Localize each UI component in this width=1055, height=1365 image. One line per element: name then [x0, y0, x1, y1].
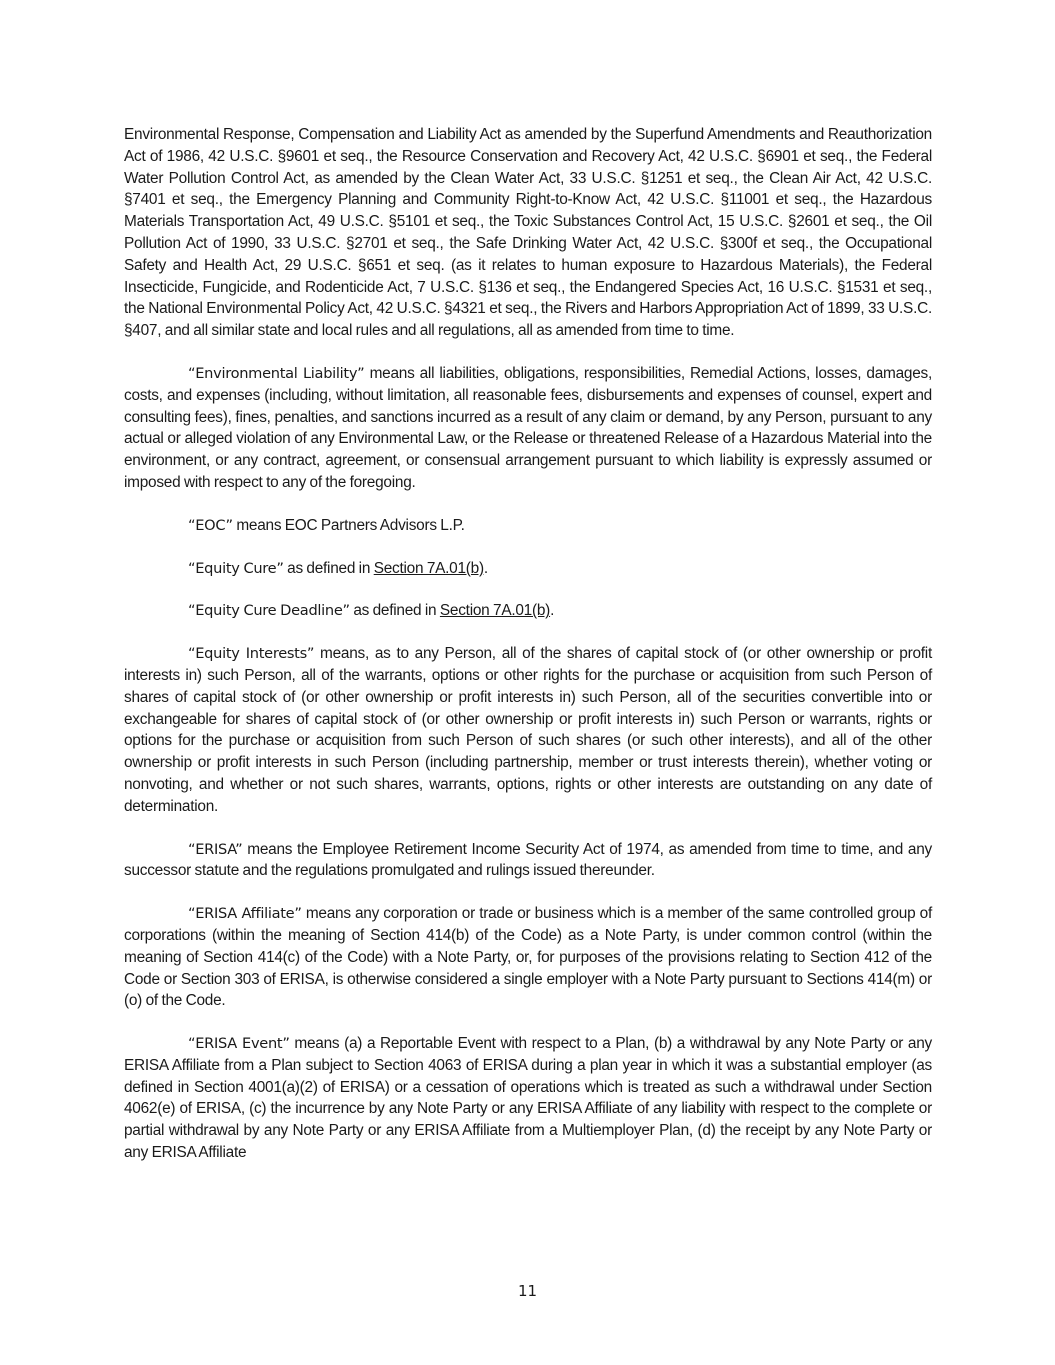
definition-text: means the Employee Retirement Income Security Act of 1974, as amended from time to time, and any successor statute and the regulations promulgated and rulings issued thereunder.: [124, 840, 932, 880]
defined-term: “Equity Cure”: [188, 559, 284, 577]
definition-text: means any corporation or trade or business which is a member of the same controlled group of corporations (within the meaning of Section 414(b) of the Code) as a Note Party, is under common control (within the meaning of Section 414(c) of the Code) with a Note Party, or, for purposes of the provisions relating to Section 412 of the Code or Section 303 of ERISA, is otherwise considered a single employer with a Note Party pursuant to Sections 414(m) or (o) of the Code.: [124, 905, 932, 1010]
definition-text: as defined in: [283, 559, 374, 577]
section-reference: Section 7A.01(b): [439, 602, 551, 620]
section-reference: Section 7A.01(b): [373, 559, 484, 577]
definition-eoc: [124, 515, 932, 537]
definition-equity-interests: [124, 643, 932, 817]
definition-text: means all liabilities, obligations, responsibilities, Remedial Actions, losses, damages, costs, and expenses (including, without limitation, all reasonable fees, disbursements and expenses of counsel, expert and consulting fees), fines, penalties, and sanctions incurred as a result of any claim or demand, by any Person, pursuant to any actual or alleged violation of any Environmental Law, or the Release or threatened Release of a Hazardous Material into the environment, or any contract, agreement, or consensual arrangement pursuant to which liability is expressly assumed or imposed with respect to any of the foregoing.: [124, 364, 933, 491]
definition-environmental-liability: [124, 363, 932, 494]
definition-equity-cure-deadline: [124, 600, 932, 622]
defined-term: “Environmental Liability”: [188, 364, 365, 382]
paragraph-text: Environmental Response, Compensation and Liability Act as amended by the Superfund Amendments and Reauthorization Act of 1986, 42 U.S.C. §9601 et seq., the Resource Conservation and Recovery Act, 42 U.S.C. §6901 et seq., the Federal Water Pollution Control Act, as amended by the Clean Water Act, 33 U.S.C. §1251 et seq., the Clean Air Act, 42 U.S.C. §7401 et seq., the Emergency Planning and Community Right-to-Know Act, 42 U.S.C. §11001 et seq., the Hazardous Materials Transportation Act, 49 U.S.C. §5101 et seq., the Toxic Substances Control Act, 15 U.S.C. §2601 et seq., the Oil Pollution Act of 1990, 33 U.S.C. §2701 et seq., the Safe Drinking Water Act, 42 U.S.C. §300f et seq., the Occupational Safety and Health Act, 29 U.S.C. §651 et seq. (as it relates to human exposure to Hazardous Materials), the Federal Insecticide, Fungicide, and Rodenticide Act, 7 U.S.C. §136 et seq., the Endangered Species Act, 16 U.S.C. §1531 et seq., the National Environmental Policy Act, 42 U.S.C. §4321 et seq., the Rivers and Harbors Appropriation Act of 1899, 33 U.S.C. §407, and all similar state and local rules and all regulations, all as amended from time to time.: [124, 126, 932, 340]
page-number: 11: [517, 1282, 538, 1300]
definition-tail: .: [550, 602, 555, 620]
definition-text: as defined in: [349, 602, 440, 620]
defined-term: “EOC”: [188, 516, 233, 534]
defined-term: “Equity Cure Deadline”: [188, 602, 350, 620]
paragraph-environmental-laws-continued: [124, 124, 932, 342]
document-page: [124, 124, 932, 1185]
definition-tail: .: [483, 559, 488, 577]
defined-term: “ERISA Event”: [188, 1035, 290, 1053]
definition-text: means, as to any Person, all of the shares of capital stock of (or other ownership or profit interests in) such Person, all of the warrants, options or other rights for the purchase or acquisition from such Person of shares of capital stock of (or other ownership or profit interests in) such Person, all of the securities convertible into or exchangeable for shares of capital stock of (or other ownership or profit interests in) such Person or warrants, rights or options for the purchase or acquisition from such Person of such shares (or such other interests), and all of the other ownership or profit interests in such Person (including partnership, member or trust interests therein), whether voting or nonvoting, and whether or not such shares, warrants, options, rights or other interests are outstanding on any date of determination.: [124, 645, 932, 815]
definition-erisa: [124, 839, 932, 883]
defined-term: “ERISA”: [188, 840, 243, 858]
defined-term: “ERISA Affiliate”: [188, 905, 302, 923]
definition-text: means EOC Partners Advisors L.P.: [232, 516, 465, 534]
definition-equity-cure: [124, 558, 932, 580]
defined-term: “Equity Interests”: [188, 645, 315, 663]
definition-text: means (a) a Reportable Event with respect to a Plan, (b) a withdrawal by any Note Party or any ERISA Affiliate from a Plan subject to Section 4063 of ERISA during a plan year in which it was a substantial employer (as defined in Section 4001(a)(2) of ERISA) or a cessation of operations which is treated as such a withdrawal under Section 4062(e) of ERISA, (c) the incurrence by any Note Party or any ERISA Affiliate of any liability with respect to the complete or partial withdrawal by any Note Party or any ERISA Affiliate from a Multiemployer Plan, (d) the receipt by any Note Party or any ERISA Affiliate: [124, 1035, 932, 1162]
definition-erisa-event: [124, 1033, 932, 1164]
definition-erisa-affiliate: [124, 903, 932, 1012]
